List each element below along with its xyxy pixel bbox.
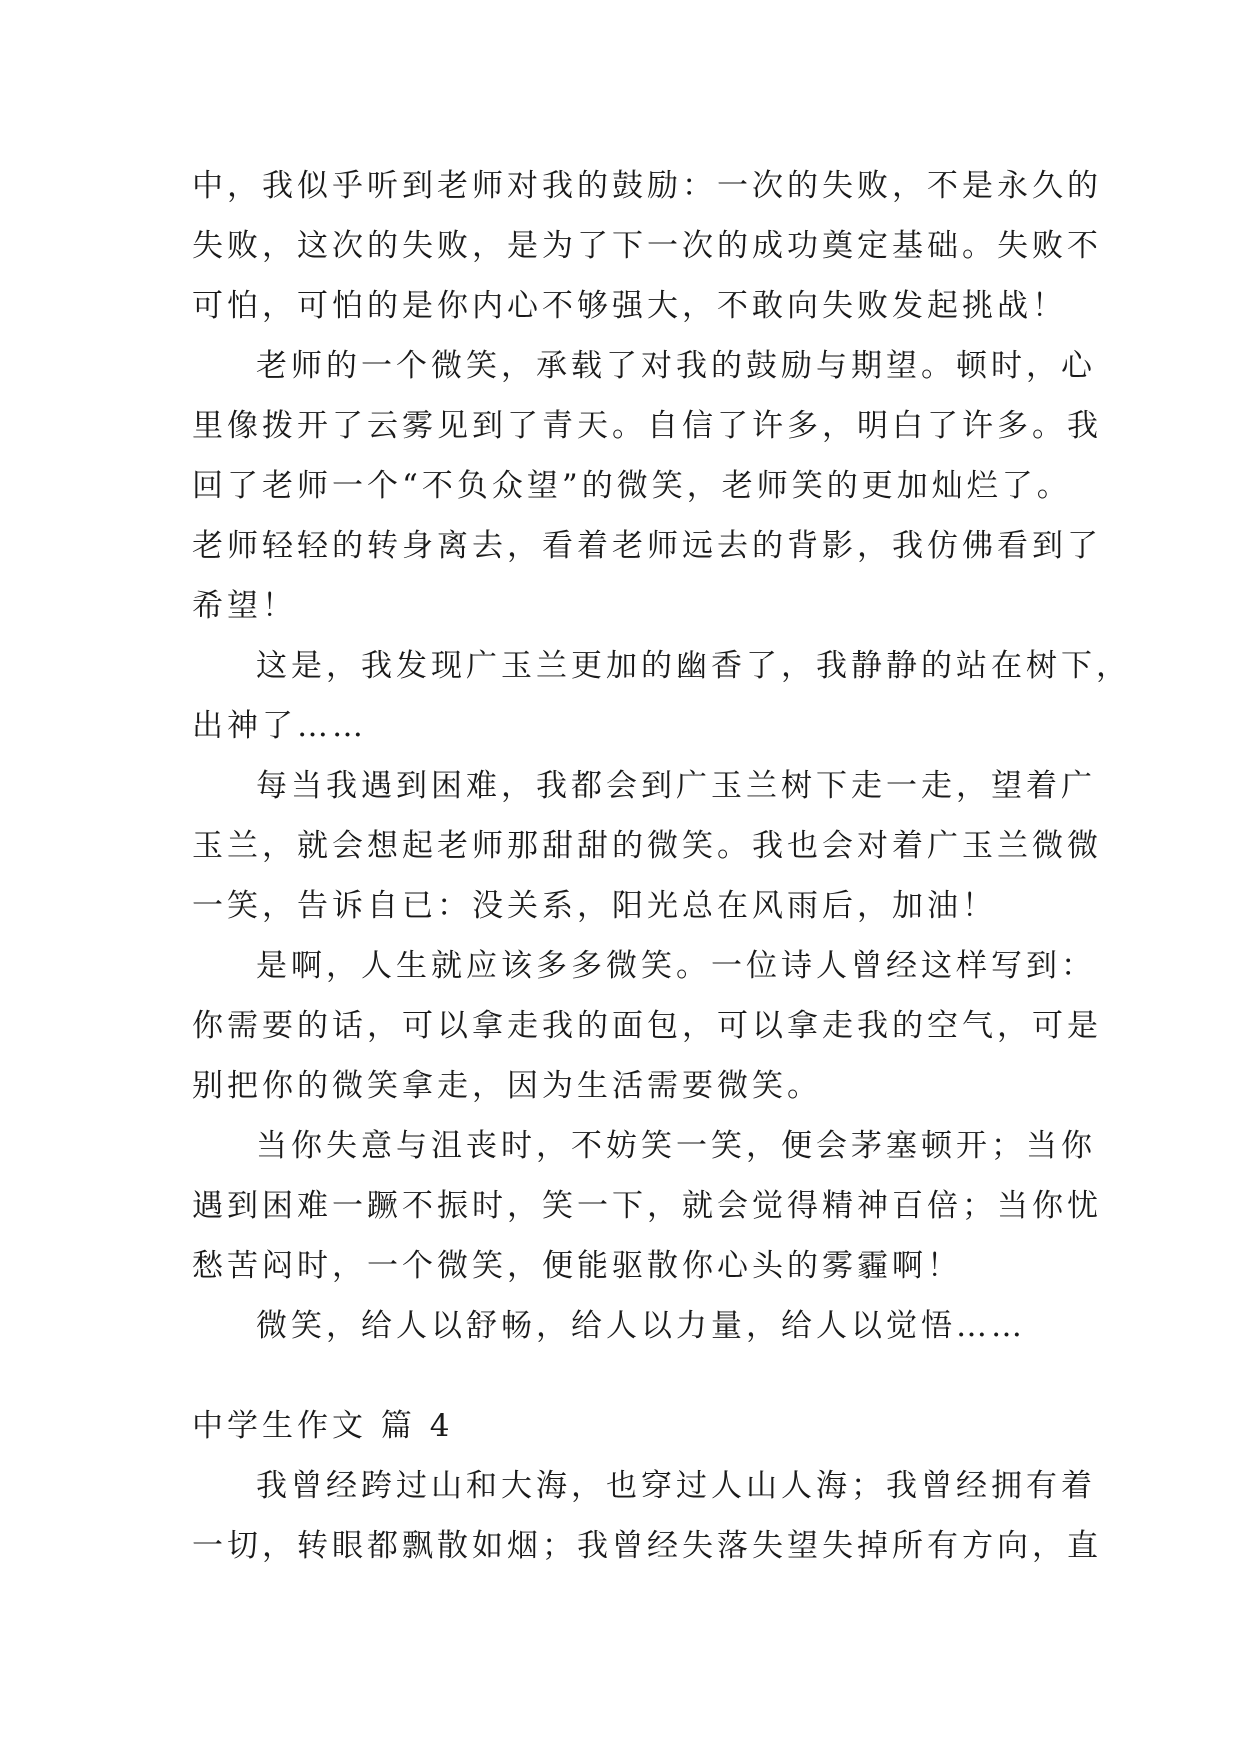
text-line: 你需要的话，可以拿走我的面包，可以拿走我的空气，可是 bbox=[192, 1008, 1102, 1044]
section-heading: 中学生作文 篇 4 bbox=[192, 1408, 454, 1444]
text-line: 里像拨开了云雾见到了青天。自信了许多，明白了许多。我 bbox=[192, 408, 1102, 444]
text-line: 回了老师一个“不负众望”的微笑，老师笑的更加灿烂了。 bbox=[192, 468, 1072, 504]
text-line: 老师轻轻的转身离去，看着老师远去的背影，我仿佛看到了 bbox=[192, 528, 1102, 564]
paragraph-start: 老师的一个微笑，承载了对我的鼓励与期望。顿时，心 bbox=[256, 348, 1096, 384]
paragraph-start: 当你失意与沮丧时，不妨笑一笑，便会茅塞顿开；当你 bbox=[256, 1128, 1096, 1164]
text-line: 一笑，告诉自已：没关系，阳光总在风雨后，加油！ bbox=[192, 888, 997, 924]
text-line: 愁苦闷时，一个微笑，便能驱散你心头的雾霾啊！ bbox=[192, 1248, 962, 1284]
paragraph-start: 我曾经跨过山和大海，也穿过人山人海；我曾经拥有着 bbox=[256, 1468, 1096, 1504]
text-line: 出神了…… bbox=[192, 708, 367, 744]
text-line: 中，我似乎听到老师对我的鼓励：一次的失败，不是永久的 bbox=[192, 168, 1102, 204]
text-line: 失败，这次的失败，是为了下一次的成功奠定基础。失败不 bbox=[192, 228, 1102, 264]
text-line: 玉兰，就会想起老师那甜甜的微笑。我也会对着广玉兰微微 bbox=[192, 828, 1102, 864]
paragraph-start: 每当我遇到困难，我都会到广玉兰树下走一走，望着广 bbox=[256, 768, 1096, 804]
paragraph-start: 是啊，人生就应该多多微笑。一位诗人曾经这样写到： bbox=[256, 948, 1096, 984]
text-line: 一切，转眼都飘散如烟；我曾经失落失望失掉所有方向，直 bbox=[192, 1528, 1102, 1564]
text-line: 遇到困难一蹶不振时，笑一下，就会觉得精神百倍；当你忧 bbox=[192, 1188, 1102, 1224]
paragraph-start: 微笑，给人以舒畅，给人以力量，给人以觉悟…… bbox=[256, 1308, 1026, 1344]
text-line: 可怕，可怕的是你内心不够强大，不敢向失败发起挑战！ bbox=[192, 288, 1067, 324]
paragraph-start: 这是，我发现广玉兰更加的幽香了，我静静的站在树下， bbox=[256, 648, 1131, 684]
text-line: 希望！ bbox=[192, 588, 297, 624]
text-line: 别把你的微笑拿走，因为生活需要微笑。 bbox=[192, 1068, 822, 1104]
